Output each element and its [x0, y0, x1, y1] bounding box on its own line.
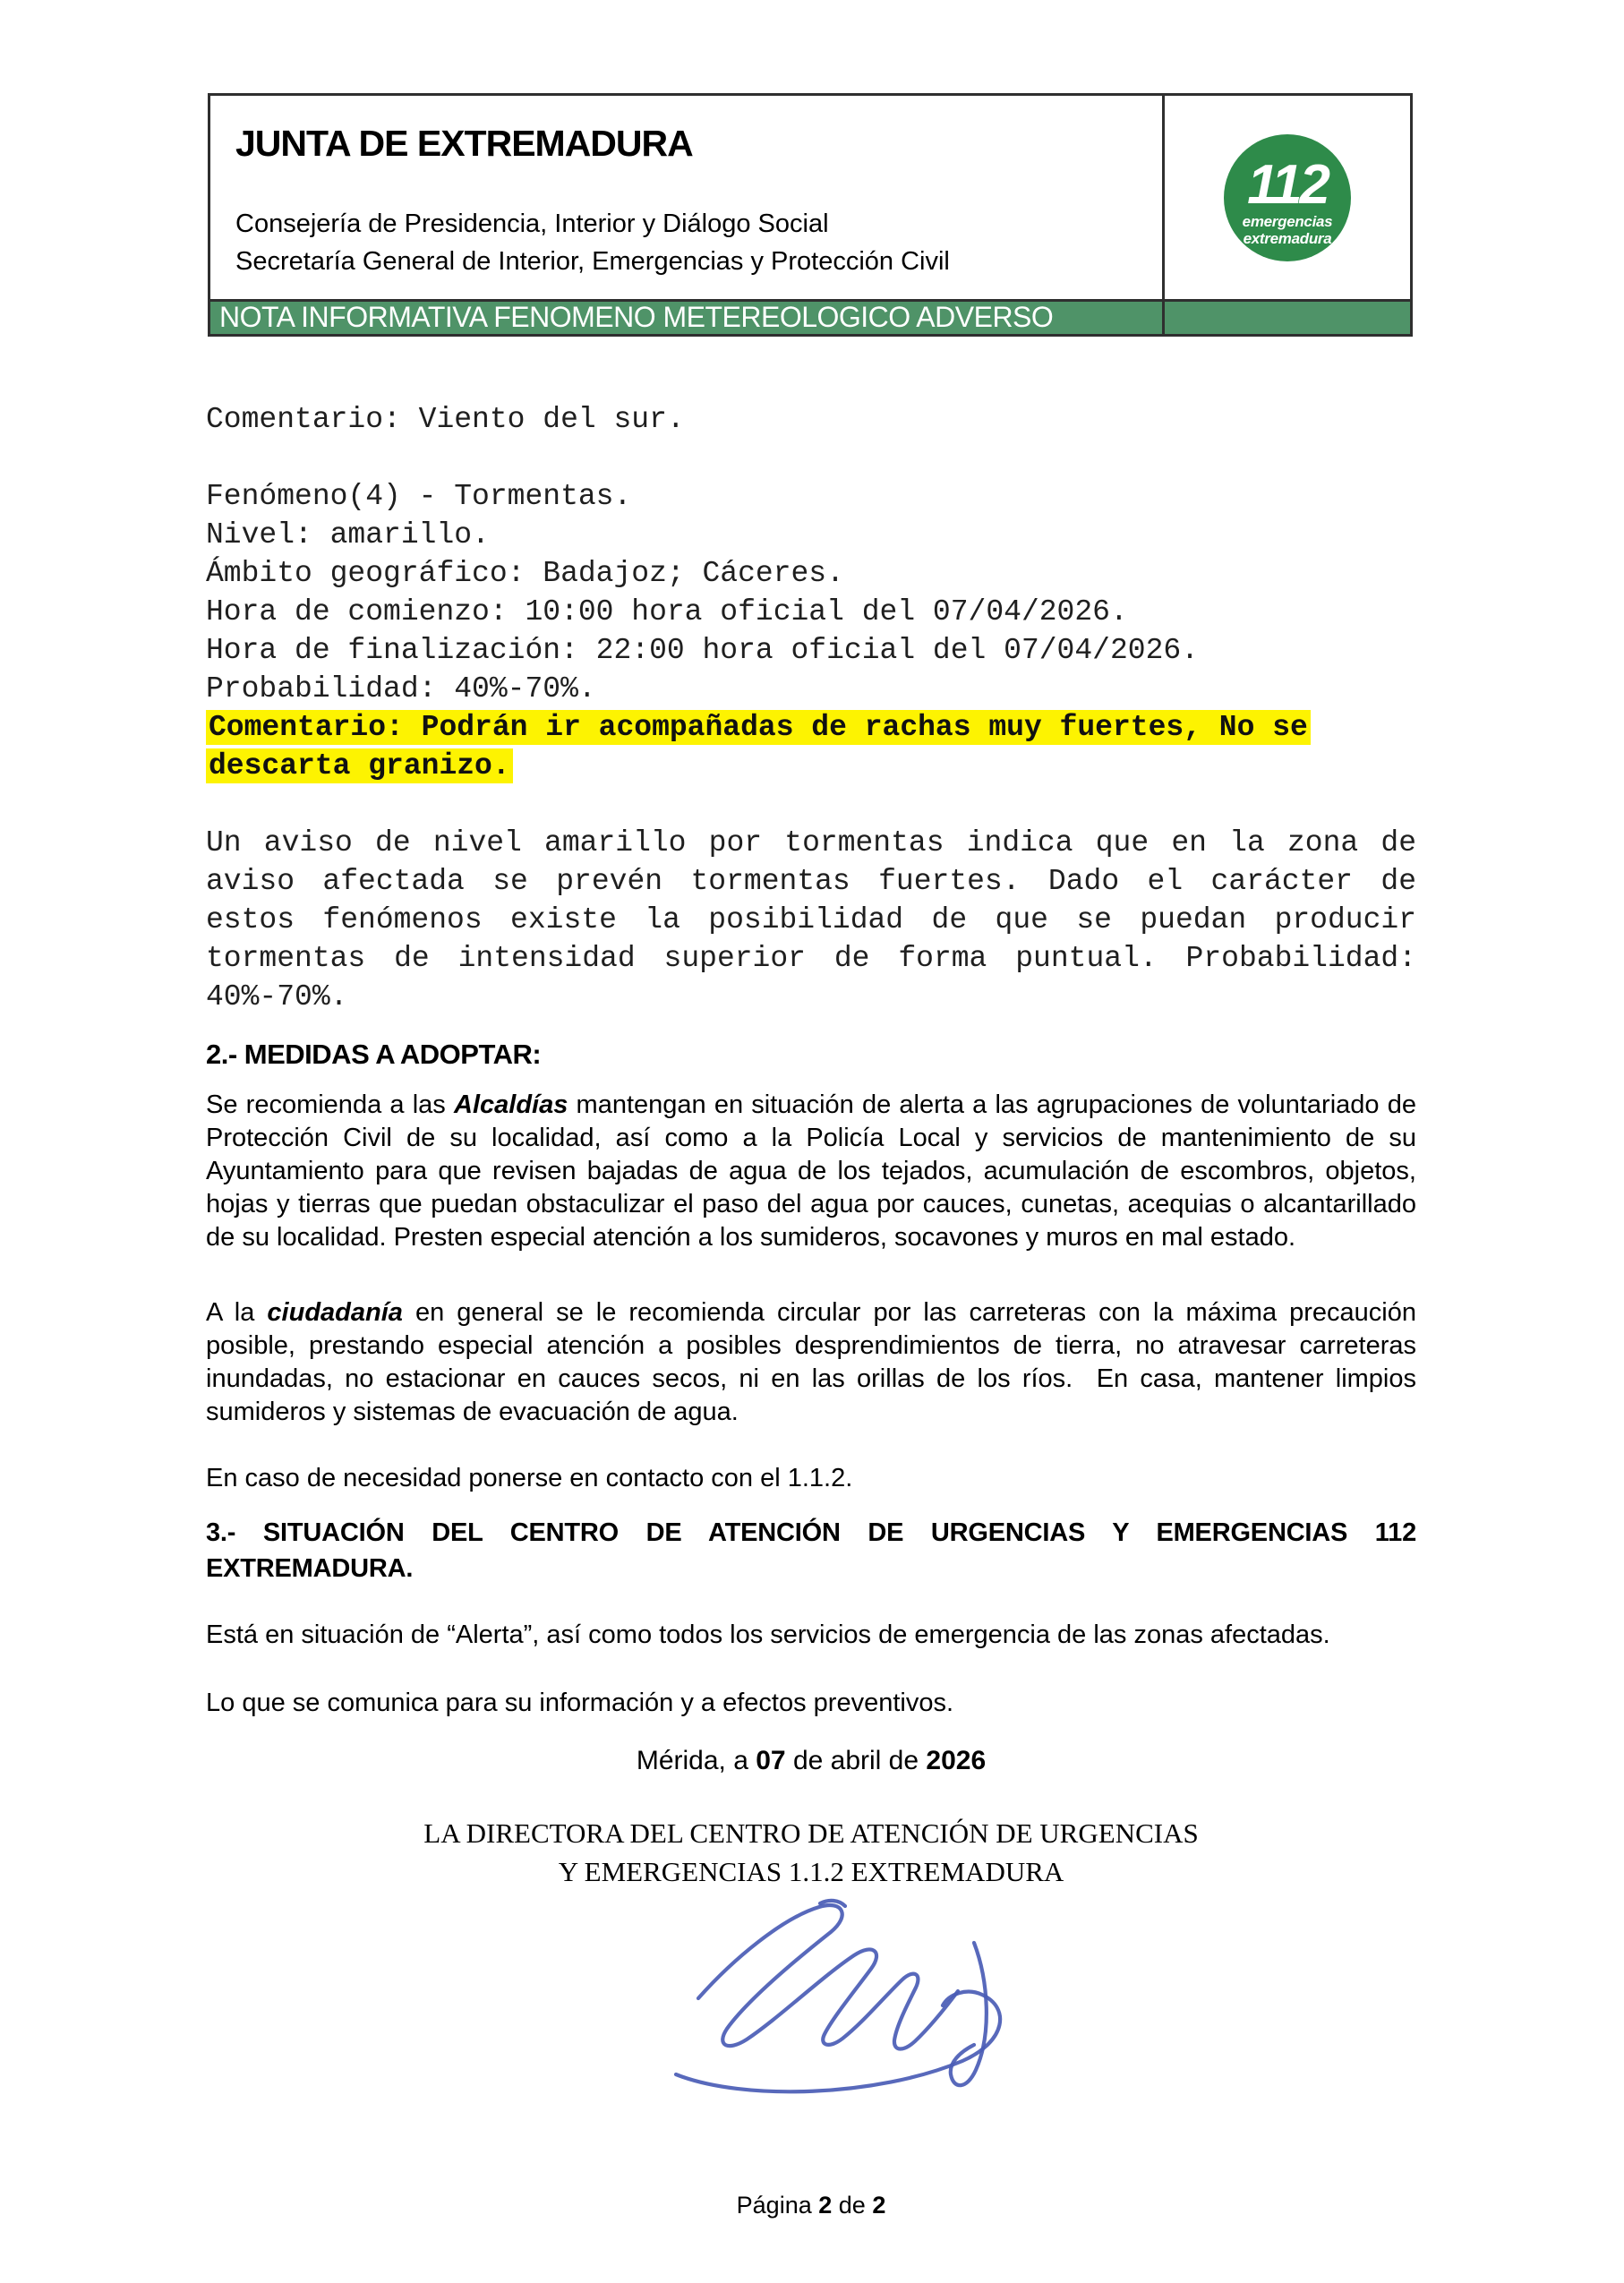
org-title: JUNTA DE EXTREMADURA	[235, 123, 693, 164]
signature-image	[591, 1891, 1039, 2124]
date-mid: de abril de	[785, 1746, 927, 1775]
alert-comment-intro: Comentario: Viento del sur.	[206, 403, 685, 436]
date-line	[206, 1746, 1416, 1776]
footer-prefix: Página	[736, 2192, 819, 2219]
section-2-paragraph-1	[206, 1089, 1424, 1254]
date-pre: Mérida, a	[636, 1746, 756, 1775]
alert-start-time: Hora de comienzo: 10:00 hora oficial del 07/04/2026.	[206, 595, 1128, 628]
header	[208, 93, 1413, 302]
footer-total: 2	[872, 2192, 886, 2219]
alert-probability: Probabilidad: 40%-70%.	[206, 672, 596, 705]
para1-emphasis: Alcaldías	[454, 1090, 568, 1119]
header-text-cell	[210, 96, 1162, 299]
alert-highlighted-comment	[206, 708, 1416, 785]
alert-explainer-paragraph: Un aviso de nivel amarillo por tormentas indica que en la zona de aviso afectada se prevén tormentas fuertes. Dado el carácter de estos fenómenos existe la posibilidad de que se puedan producir tormentas de intensidad superior de forma puntual. Probabilidad: 40%-70%.	[206, 826, 1416, 1013]
department-line-1: Consejería de Presidencia, Interior y Diálogo Social	[235, 209, 829, 238]
section-3-title: 3.- SITUACIÓN DEL CENTRO DE ATENCIÓN DE URGENCIAS Y EMERGENCIAS 112 EXTREMADURA.	[206, 1518, 1416, 1583]
logo-cell	[1162, 96, 1410, 299]
contact-112-line: En caso de necesidad ponerse en contacto con el 1.1.2.	[206, 1464, 853, 1492]
para1-pre: Se recomienda a las	[206, 1090, 454, 1119]
alert-end-time: Hora de finalización: 22:00 hora oficial del 07/04/2026.	[206, 634, 1199, 667]
blank-line	[206, 439, 1416, 477]
alert-geo-scope: Ámbito geográfico: Badajoz; Cáceres.	[206, 557, 844, 590]
footer-of: de	[832, 2192, 873, 2219]
logo-subtitle-1: emergencias	[1242, 212, 1333, 230]
alert-details-block	[206, 400, 1416, 1016]
highlight-text: Comentario: Podrán ir acompañadas de rachas muy fuertes, No se descarta granizo.	[206, 710, 1311, 783]
logo-subtitle-2: extremadura	[1243, 229, 1332, 247]
signature-svg	[591, 1891, 1039, 2124]
para2-emphasis: ciudadanía	[267, 1298, 403, 1327]
para1-post: mantengan en situación de alerta a las agrupaciones de voluntariado de Protección Civil de su localidad, así como a la Policía Local y servicios de mantenimiento de su Ayuntamiento para que revisen bajadas de agua de los tejados, acumulación de escombros, objetos, hojas y tierras que puedan obstaculizar el paso del agua por cauces, cunetas, acequias o alcantarillado de su localidad. Presten especial atención a los sumideros, socavones y muros en mal estado.	[206, 1090, 1424, 1252]
alert-level: Nivel: amarillo.	[206, 518, 490, 552]
section-2-title: 2.- MEDIDAS A ADOPTAR:	[206, 1039, 542, 1070]
signer-title-block	[206, 1814, 1416, 1891]
banner-divider	[1162, 302, 1165, 337]
banner-title: NOTA INFORMATIVA FENOMENO METEREOLOGICO ADVERSO	[208, 302, 1413, 337]
page-number	[206, 2192, 1416, 2219]
section-3-paragraph-1: Está en situación de “Alerta”, así como todos los servicios de emergencia de las zonas afectadas.	[206, 1620, 1330, 1649]
alert-phenomenon: Fenómeno(4) - Tormentas.	[206, 480, 632, 513]
signer-title-line-2: Y EMERGENCIAS 1.1.2 EXTREMADURA	[558, 1856, 1064, 1887]
signer-title-line-1: LA DIRECTORA DEL CENTRO DE ATENCIÓN DE URGENCIAS	[423, 1817, 1199, 1849]
para2-post: en general se le recomienda circular por las carreteras con la máxima precaución posible, prestando especial atención a posibles desprendimientos de tierra, no atravesar carreteras inundadas, no estacionar en cauces secos, ni en las orillas de los ríos. En casa, mantener limpios sumideros y sistemas de evacuación de agua.	[206, 1298, 1424, 1426]
emergency-112-logo	[1224, 134, 1351, 261]
section-3-paragraph-2: Lo que se comunica para su información y a efectos preventivos.	[206, 1689, 954, 1717]
footer-page: 2	[818, 2192, 833, 2219]
date-year: 2026	[926, 1746, 987, 1775]
logo-number: 112	[1247, 153, 1328, 216]
para2-pre: A la	[206, 1298, 268, 1327]
department-line-2: Secretaría General de Interior, Emergencias y Protección Civil	[235, 247, 950, 276]
date-day: 07	[756, 1746, 786, 1775]
